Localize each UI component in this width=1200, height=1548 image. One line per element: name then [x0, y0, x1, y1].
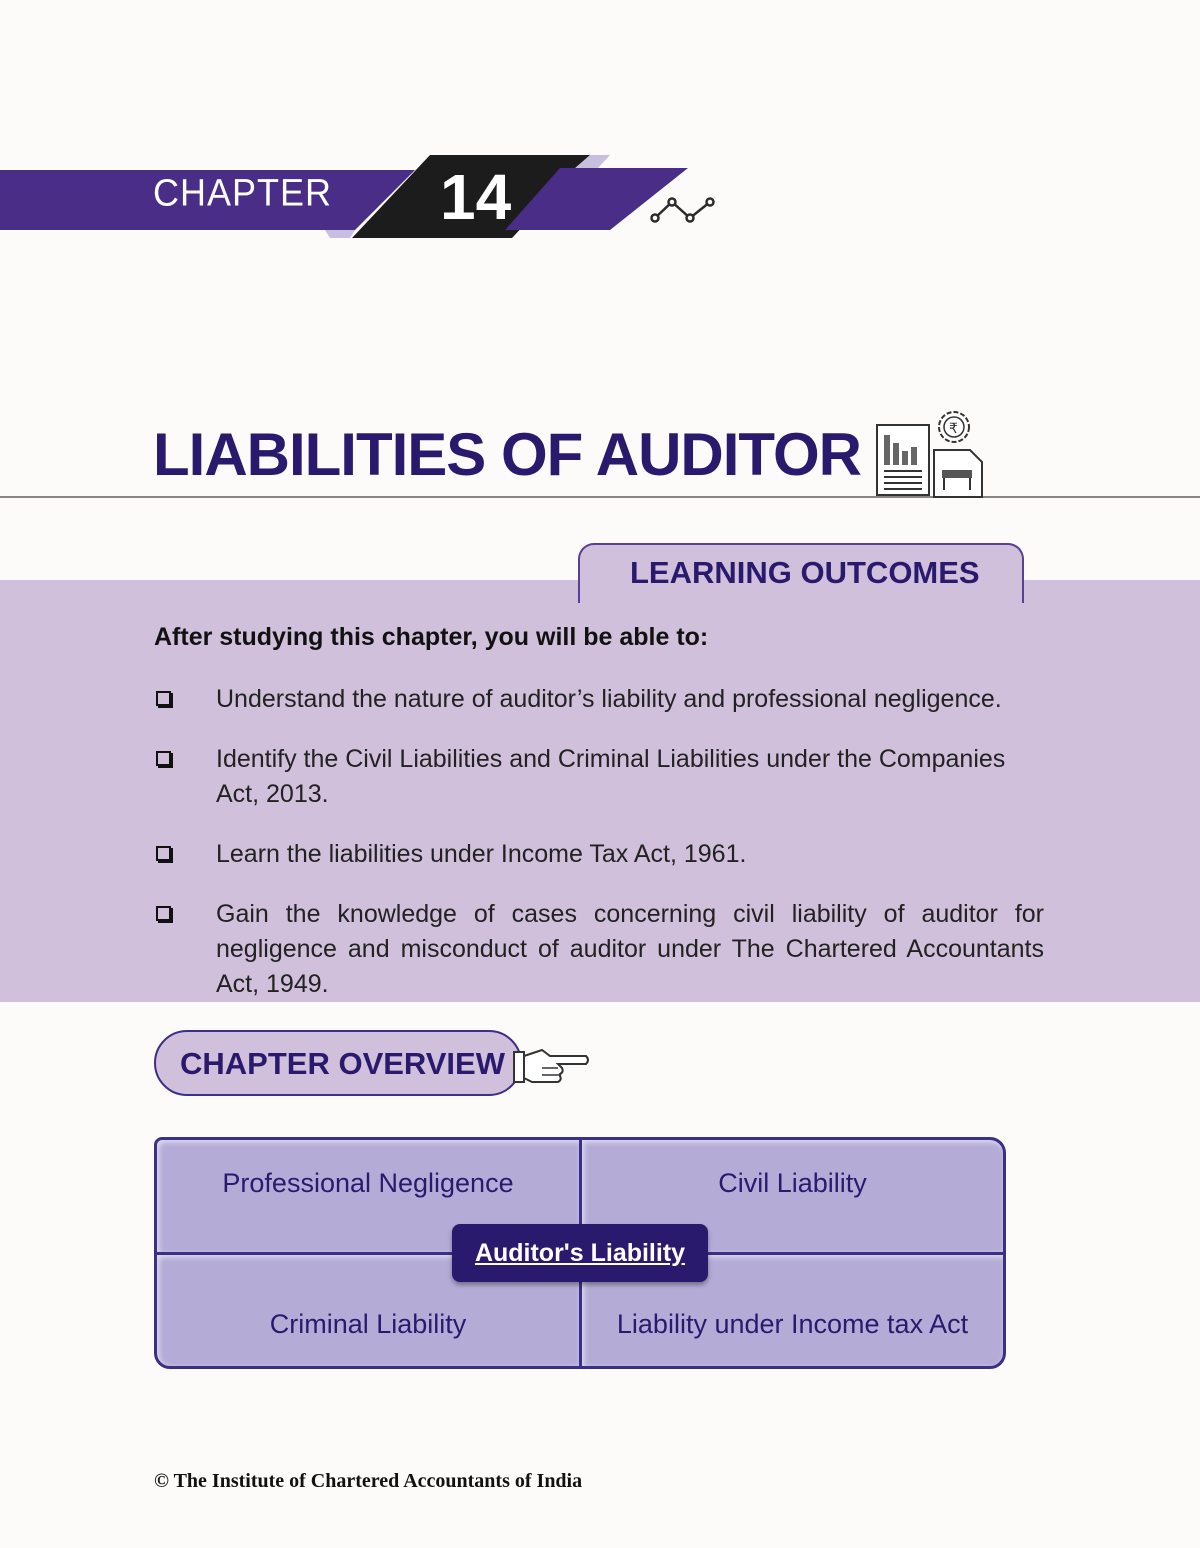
list-item-text: Gain the knowledge of cases concerning civil liability of auditor for negligence and misconduct of auditor under The Chartered Accountants Act, 1949. — [216, 900, 1044, 998]
footer-copyright: © The Institute of Chartered Accountants of India — [154, 1470, 583, 1492]
trend-line-icon — [652, 199, 714, 222]
checkbox-bullet-icon — [156, 691, 171, 706]
learning-outcomes-heading: LEARNING OUTCOMES — [630, 555, 980, 590]
learning-outcomes-intro: After studying this chapter, you will be able to: — [154, 623, 709, 651]
chapter-number: 14 — [440, 161, 512, 233]
list-item-text: Understand the nature of auditor’s liability and professional negligence. — [216, 685, 1002, 713]
list-item — [154, 897, 1044, 1002]
chapter-label: CHAPTER — [153, 170, 333, 214]
report-document-icon — [872, 405, 987, 500]
list-item — [154, 682, 1044, 717]
overview-cell-label: Criminal Liability — [269, 1309, 467, 1339]
chapter-banner — [0, 150, 740, 245]
pointing-hand-icon — [512, 1042, 592, 1087]
svg-text:₹: ₹ — [949, 421, 958, 437]
auditors-liability-badge: Auditor's Liability — [452, 1224, 708, 1282]
title-divider — [0, 496, 1200, 498]
list-item-text: Identify the Civil Liabilities and Criminal Liabilities under the Companies Act, 2013. — [216, 745, 1006, 808]
overview-cell-label: Professional Negligence — [222, 1168, 514, 1198]
page-title: LIABILITIES OF AUDITOR — [153, 421, 861, 488]
overview-cell-label: Civil Liability — [718, 1168, 867, 1198]
overview-cell-label: Liability under Income tax Act — [616, 1309, 969, 1339]
checkbox-bullet-icon — [156, 906, 171, 921]
list-item — [154, 837, 1044, 872]
chapter-overview-heading: CHAPTER OVERVIEW — [180, 1046, 505, 1081]
checkbox-bullet-icon — [156, 751, 171, 766]
list-item-text: Learn the liabilities under Income Tax Act, 1961. — [216, 840, 747, 868]
checkbox-bullet-icon — [156, 846, 171, 861]
list-item — [154, 742, 1044, 812]
